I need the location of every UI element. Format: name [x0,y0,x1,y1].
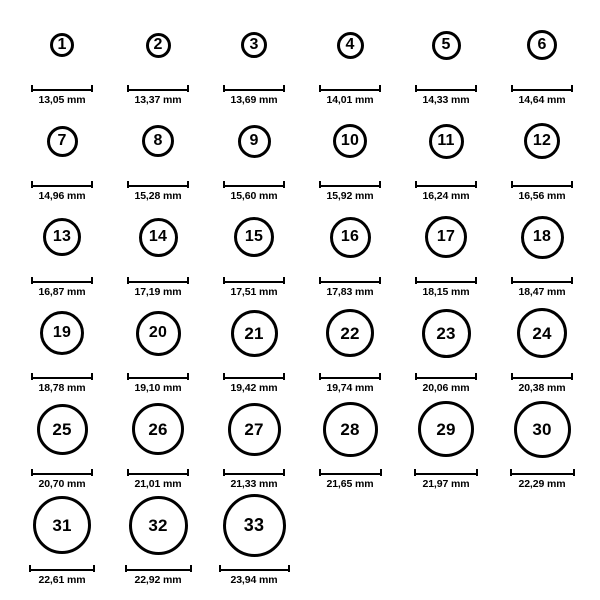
dimension-line-icon [31,373,93,380]
ring-diameter-label: 16,87 mm [38,286,86,298]
ring-circle [425,216,467,258]
ring-size-number: 1 [57,36,67,53]
ring-diameter-label: 16,24 mm [422,190,470,202]
ring-diameter-label: 19,42 mm [230,382,278,394]
ring-circle [223,494,286,557]
ring-circle [517,308,567,358]
dimension-line-icon [511,373,573,380]
ring-size-number: 30 [532,419,552,439]
ring-circle [241,32,267,58]
ring-dimension [510,469,575,490]
ring-size-cell [110,197,206,298]
ring-size-cell [398,293,494,394]
ring-diameter-label: 19,74 mm [326,382,374,394]
ring-size-number: 8 [153,132,163,149]
ring-size-number: 10 [340,132,360,149]
ring-size-cell [110,101,206,202]
dimension-line-icon [415,181,477,188]
ring-diameter-label: 21,01 mm [134,478,182,490]
ring-circle [527,30,557,60]
ring-size-number: 12 [532,132,552,149]
ring-circle [326,309,374,357]
dimension-line-icon [319,277,381,284]
ring-size-cell [206,389,302,490]
ring-diameter-label: 18,15 mm [422,286,470,298]
dimension-line-icon [319,181,381,188]
ring-size-number: 27 [244,419,264,439]
ring-size-cell [14,485,110,586]
ring-size-number: 14 [148,228,168,245]
ring-diameter-label: 13,05 mm [38,94,86,106]
ring-diameter-label: 21,33 mm [230,478,278,490]
ring-size-cell [494,197,590,298]
ring-diameter-label: 21,65 mm [326,478,374,490]
ring-circle [142,125,174,157]
ring-size-number: 5 [441,36,451,53]
dimension-line-icon [511,181,573,188]
ring-diameter-label: 15,28 mm [134,190,182,202]
ring-dimension [29,565,95,586]
dimension-line-icon [223,85,285,92]
ring-circle [228,403,281,456]
ring-circle [521,216,564,259]
dimension-line-icon [31,85,93,92]
ring-circle [33,496,91,554]
dimension-line-icon [31,277,93,284]
ring-size-cell [302,5,398,106]
ring-size-cell [398,197,494,298]
dimension-line-icon [127,85,189,92]
ring-circle [231,310,278,357]
ring-circle [524,123,560,159]
ring-size-cell [398,389,494,490]
ring-diameter-label: 14,96 mm [38,190,86,202]
ring-diameter-label: 20,06 mm [422,382,470,394]
ring-size-number: 22 [340,323,360,343]
dimension-line-icon [127,277,189,284]
ring-diameter-label: 17,83 mm [326,286,374,298]
ring-circle [136,311,181,356]
dimension-line-icon [511,85,573,92]
ring-circle [43,218,81,256]
ring-size-number: 7 [57,132,67,149]
ring-size-number: 25 [52,419,72,439]
ring-size-cell [110,389,206,490]
ring-size-number: 33 [243,515,265,535]
ring-circle [514,401,571,458]
ring-circle [330,217,371,258]
ring-diameter-label: 13,69 mm [230,94,278,106]
dimension-line-icon [415,373,477,380]
ring-size-number: 31 [52,515,72,535]
ring-size-cell [110,485,206,586]
ring-size-cell [206,5,302,106]
ring-dimension [319,469,382,490]
ring-diameter-label: 23,94 mm [230,574,278,586]
ring-circle [47,126,78,157]
ring-size-cell [14,197,110,298]
ring-size-cell [494,5,590,106]
ring-circle [429,124,464,159]
ring-size-cell [206,197,302,298]
ring-circle [323,402,378,457]
ring-size-cell [494,293,590,394]
ring-diameter-label: 18,47 mm [518,286,566,298]
ring-size-number: 20 [148,324,168,341]
ring-size-number: 19 [52,324,72,341]
ring-diameter-label: 22,92 mm [134,574,182,586]
ring-diameter-label: 16,56 mm [518,190,566,202]
ring-size-number: 9 [249,132,259,149]
ring-size-number: 29 [436,419,456,439]
ring-size-number: 17 [436,228,456,245]
ring-size-cell [302,197,398,298]
ring-size-number: 28 [340,419,360,439]
ring-diameter-label: 15,60 mm [230,190,278,202]
ring-size-cell [302,389,398,490]
ring-size-number: 21 [244,323,264,343]
ring-dimension [414,469,478,490]
ring-size-cell [302,101,398,202]
dimension-line-icon [31,181,93,188]
ring-size-cell [110,293,206,394]
ring-circle [132,403,184,455]
dimension-line-icon [223,469,285,476]
ring-diameter-label: 13,37 mm [134,94,182,106]
ring-diameter-label: 17,51 mm [230,286,278,298]
dimension-line-icon [223,277,285,284]
ring-diameter-label: 22,29 mm [518,478,566,490]
ring-size-cell [398,101,494,202]
ring-diameter-label: 22,61 mm [38,574,86,586]
dimension-line-icon [415,85,477,92]
ring-circle [418,401,474,457]
dimension-line-icon [319,373,381,380]
dimension-line-icon [219,565,290,572]
ring-size-cell [14,293,110,394]
ring-circle [432,31,461,60]
ring-diameter-label: 14,01 mm [326,94,374,106]
dimension-line-icon [510,469,575,476]
ring-size-cell [302,293,398,394]
ring-circle [337,32,364,59]
ring-circle [146,33,171,58]
ring-circle [139,218,178,257]
dimension-line-icon [127,373,189,380]
ring-circle [40,311,84,355]
ring-diameter-label: 15,92 mm [326,190,374,202]
ring-diameter-label: 19,10 mm [134,382,182,394]
ring-dimension [219,565,290,586]
ring-circle [37,404,88,455]
ring-size-cell [206,485,302,586]
ring-diameter-label: 20,70 mm [38,478,86,490]
ring-size-number: 15 [244,228,264,245]
ring-size-cell [110,5,206,106]
ring-size-cell [14,389,110,490]
dimension-line-icon [29,565,95,572]
ring-circle [50,33,74,57]
ring-size-number: 2 [153,36,163,53]
dimension-line-icon [223,181,285,188]
dimension-line-icon [127,469,189,476]
ring-size-number: 26 [148,419,168,439]
ring-diameter-label: 20,38 mm [518,382,566,394]
ring-diameter-label: 14,33 mm [422,94,470,106]
dimension-line-icon [319,469,382,476]
ring-size-cell [494,101,590,202]
ring-size-number: 23 [436,323,456,343]
ring-size-number: 18 [532,228,552,245]
ring-circle [238,125,271,158]
ring-size-number: 6 [537,36,547,53]
ring-circle [422,309,471,358]
ring-size-number: 3 [249,36,259,53]
dimension-line-icon [415,277,477,284]
ring-circle [333,124,367,158]
dimension-line-icon [319,85,381,92]
ring-circle [129,496,188,555]
ring-diameter-label: 21,97 mm [422,478,470,490]
ring-size-cell [494,389,590,490]
dimension-line-icon [125,565,192,572]
ring-size-cell [206,101,302,202]
ring-diameter-label: 14,64 mm [518,94,566,106]
ring-size-number: 24 [532,323,552,343]
ring-size-number: 16 [340,228,360,245]
dimension-line-icon [511,277,573,284]
ring-size-cell [14,5,110,106]
ring-size-number: 32 [148,515,168,535]
ring-diameter-label: 17,19 mm [134,286,182,298]
ring-size-number: 11 [437,132,455,149]
dimension-line-icon [223,373,285,380]
ring-dimension [125,565,192,586]
ring-circle [234,217,274,257]
ring-size-number: 4 [345,36,355,53]
dimension-line-icon [31,469,93,476]
ring-size-number: 13 [52,228,72,245]
dimension-line-icon [127,181,189,188]
ring-size-cell [398,5,494,106]
ring-size-cell [206,293,302,394]
dimension-line-icon [414,469,478,476]
ring-diameter-label: 18,78 mm [38,382,86,394]
ring-size-cell [14,101,110,202]
